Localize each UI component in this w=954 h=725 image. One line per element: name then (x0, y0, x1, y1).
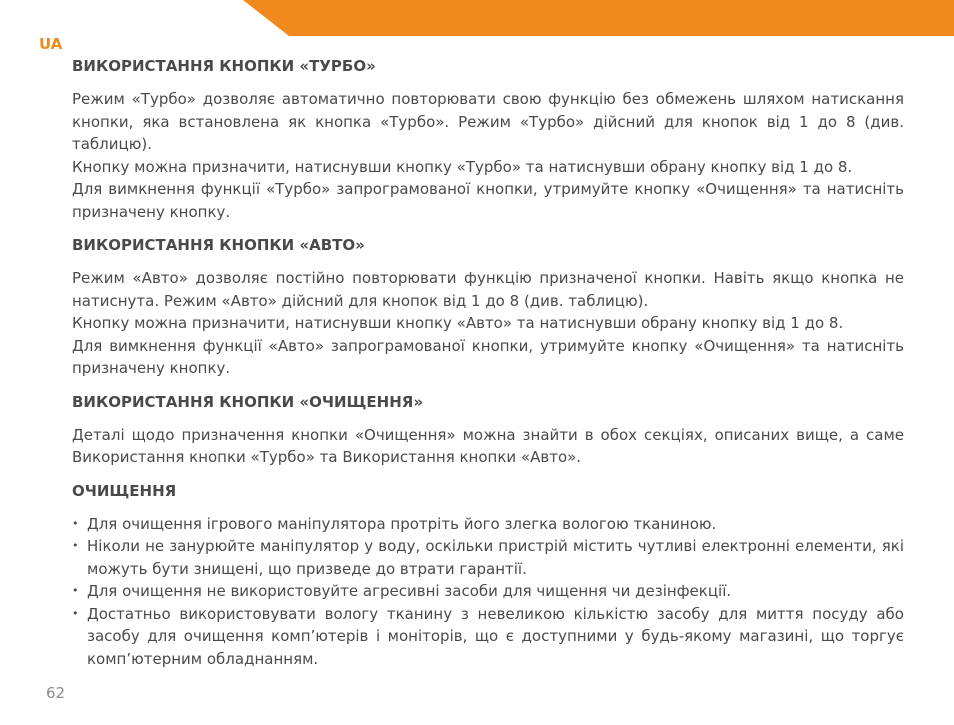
paragraph: Деталі щодо призначення кнопки «Очищення» можна знайти в обох секціях, описаних вище, а саме Використання кнопки «Турбо» та Використання кнопки «Авто». (72, 425, 904, 466)
page-number: 62 (46, 684, 66, 702)
paragraph: Режим «Турбо» дозволяє автоматично повторювати свою функцію без обмежень шляхом натискання кнопки, яка встановлена як кнопка «Турбо». Режим «Турбо» дійсний для кнопок від 1 до 8 (див. таблицю). (72, 90, 904, 153)
section-title: ВИКОРИСТАННЯ КНОПКИ «ОЧИЩЕННЯ» (72, 392, 424, 411)
section-cleaning (72, 481, 904, 671)
section-title: ВИКОРИСТАННЯ КНОПКИ «ТУРБО» (72, 57, 376, 75)
language-label: UA (39, 35, 63, 53)
header-orange-band (243, 0, 954, 36)
section-auto (72, 235, 904, 380)
page-content (72, 56, 904, 682)
paragraph: Режим «Авто» дозволяє постійно повторювати функцію призначеної кнопки. Навіть якщо кнопка не натиснута. Режим «Авто» дійсний для кнопок від 1 до 8 (див. таблицю). (72, 269, 904, 310)
section-turbo (72, 56, 904, 223)
list-item: • Достатньо використовувати вологу тканину з невеликою кількістю засобу для миття посуду або засобу для очищення комп’ютерів і моніторів, що є доступними у будь-якому магазині, що торгує комп’ютерним обладнанням. (72, 603, 904, 671)
list-item: • Ніколи не занурюйте маніпулятор у воду, оскільки пристрій містить чутливі електронні елементи, які можуть бути знищені, що призведе до втрати гарантії. (72, 535, 904, 580)
paragraph: Кнопку можна призначити, натиснувши кнопку «Турбо» та натиснувши обрану кнопку від 1 до 8. (72, 157, 853, 176)
section-title: ВИКОРИСТАННЯ КНОПКИ «АВТО» (72, 236, 365, 254)
section-title: ОЧИЩЕННЯ (72, 481, 177, 500)
paragraph: Для вимкнення функції «Авто» запрограмованої кнопки, утримуйте кнопку «Очищення» та натисніть призначену кнопку. (72, 336, 904, 377)
paragraph: Для вимкнення функції «Турбо» запрограмованої кнопки, утримуйте кнопку «Очищення» та натисніть призначену кнопку. (72, 180, 904, 221)
list-item: • Для очищення ігрового маніпулятора протріть його злегка вологою тканиною. (72, 513, 904, 536)
cleaning-list (72, 513, 904, 671)
paragraph: Кнопку можна призначити, натиснувши кнопку «Авто» та натиснувши обрану кнопку від 1 до 8. (72, 314, 844, 332)
list-item: • Для очищення не використовуйте агресивні засоби для чищення чи дезінфекції. (72, 580, 904, 603)
section-clear (72, 392, 904, 469)
